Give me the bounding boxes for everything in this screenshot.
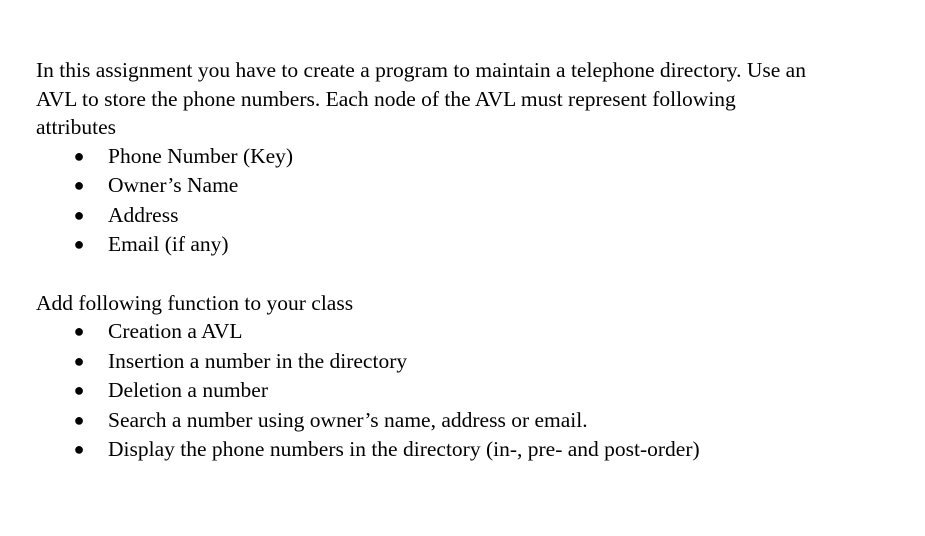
bullet-icon: ●	[73, 234, 85, 254]
function-text: Display the phone numbers in the directory (in-, pre- and post-order)	[108, 437, 700, 461]
list-item	[36, 376, 911, 406]
list-item	[36, 317, 911, 347]
paragraph-spacer	[36, 260, 911, 289]
bullet-icon: ●	[73, 409, 85, 430]
list-item	[36, 171, 911, 201]
functions-list	[36, 317, 911, 465]
list-item	[36, 435, 911, 465]
bullet-icon: ●	[73, 145, 85, 166]
list-item	[36, 230, 911, 260]
attributes-list	[36, 142, 911, 260]
document-page	[36, 56, 911, 465]
intro-line: attributes	[36, 115, 117, 139]
attribute-text: Address	[108, 202, 179, 227]
list-item	[36, 347, 911, 377]
attribute-text: Phone Number (Key)	[108, 143, 294, 168]
function-text: Creation a AVL	[108, 319, 243, 343]
attribute-text: Owner’s Name	[108, 173, 239, 197]
bullet-icon: ●	[73, 439, 85, 459]
intro-line: In this assignment you have to create a program to maintain a telephone directory. Use an	[36, 58, 806, 82]
bullet-icon: ●	[73, 175, 85, 195]
list-item	[36, 142, 911, 172]
bullet-icon: ●	[73, 380, 85, 400]
list-item	[36, 201, 911, 231]
bullet-icon: ●	[73, 350, 85, 371]
bullet-icon: ●	[73, 204, 85, 225]
bullet-icon: ●	[73, 321, 85, 341]
intro-line: AVL to store the phone numbers. Each node of the AVL must represent following	[36, 86, 736, 111]
functions-heading: Add following function to your class	[36, 290, 354, 315]
function-text: Deletion a number	[108, 378, 269, 402]
intro-paragraph	[36, 56, 911, 142]
list-item	[36, 406, 911, 436]
attribute-text: Email (if any)	[108, 232, 229, 256]
function-text: Insertion a number in the directory	[108, 348, 408, 373]
function-text: Search a number using owner’s name, address or email.	[108, 407, 588, 432]
